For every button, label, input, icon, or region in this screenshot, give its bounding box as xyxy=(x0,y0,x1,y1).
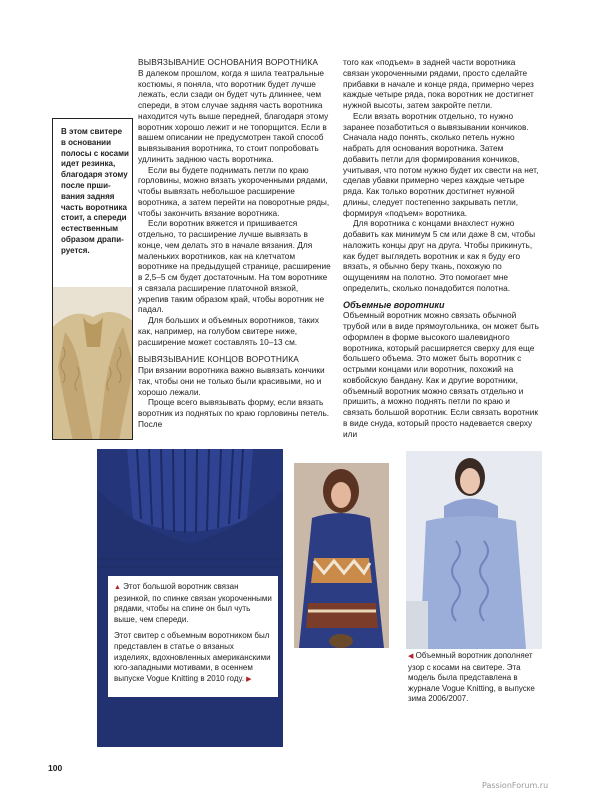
text-column-right xyxy=(343,57,541,439)
caption-text: Объемный воротник дополняет узор с косами на свитере. Эта модель была представлена в журнале Vogue Knitting, в выпуске зима 2006/2007. xyxy=(408,651,535,704)
blue-cable-sweater-photo xyxy=(406,451,542,649)
sidebar-caption: В этом свитере в основании полосы с косами идет резинка, благодаря этому после пршивания задняя часть воротника стоит, а спереди естественным образом драпируется. xyxy=(61,127,129,255)
sidebar-sweater-photo xyxy=(53,287,133,440)
watermark: PassionForum.ru xyxy=(482,781,549,790)
triangle-right-icon: ▶ xyxy=(246,675,252,683)
page-number: 100 xyxy=(48,763,63,773)
paragraph: При вязании воротника важно вывязать кончики так, чтобы они не только были красивыми, но и хорошо лежали. xyxy=(138,365,325,397)
paragraph: Если вы будете поднимать петли по краю горловины, можно вязать укороченными рядами, чтобы вывязать небольшое расширение воротника, а затем перейти на поворотные ряды, чтобы закончить вязание воротника. xyxy=(138,164,330,218)
paragraph: Для больших и объемных воротников, таких как, например, на голубом свитере ниже, расширение может составлять 10–13 см. xyxy=(138,315,319,347)
cardigan-model-photo xyxy=(294,463,389,648)
paragraph: В далеком прошлом, когда я шила театральные костюмы, я поняла, что воротник будет лучше лежать, если сзади он будет чуть длиннее, чем спереди, в этом случае задняя часть воротника находится чуть выше передней, благодаря этому воротник хорошо лежит и не топорщится. Если в вашем описании не предусмотрен такой способ вывязывания воротника, то стоит попробовать удлинить заднюю часть воротника. xyxy=(138,67,329,164)
section-heading-collar-ends: ВЫВЯЗЫВАНИЕ КОНЦОВ ВОРОТНИКА xyxy=(138,354,300,365)
caption-navy-sweater xyxy=(108,576,278,697)
triangle-left-icon: ◀ xyxy=(408,653,414,660)
text-column-left xyxy=(138,57,331,430)
paragraph: Объемный воротник можно связать обычной трубой или в виде прямоугольника, он может быть оформлен в форме высокого шалевидного воротника, который расширяется сверху для еще большего объема. Это может быть воротник с острыми концами или воротник, похожий на ковбойскую бандану. Как и другие воротники, объемный воротник можно связать отдельно и пришить, а можно поднять петли по краю и связать большой воротник. Если связать воротник в виде снуда, который просто надевается сверху или xyxy=(343,310,539,439)
section-heading-volume-collars: Объемные воротники xyxy=(343,299,445,310)
caption-text: Этот большой воротник связан резинкой, по спинке связан укороченными рядами, чтобы на спине он был чуть выше, чем спереди. xyxy=(114,582,272,624)
paragraph: того как «подъем» в задней части воротника связан укороченными рядами, просто сделайте прибавки в начале и конце ряда, примерно через каждые четыре ряда, пока воротник не достигнет нужной высоты, затем закройте петли. xyxy=(343,57,534,110)
triangle-up-icon: ▲ xyxy=(114,584,121,591)
paragraph: Если вязать воротник отдельно, то нужно заранее позаботиться о вывязывании кончиков. Сначала надо понять, сколько петель нужно набрать для основания воротника. Затем добавить петли для формирования кончиков, учитывая, что потом нужно будет их свести на нет, сделав убавки примерно через каждые четыре ряда. Как только воротник достигнет нужной длины, следует постепенно закрывать петли, формируя «подъем» воротника. xyxy=(343,110,539,218)
section-heading-collar-base: ВЫВЯЗЫВАНИЕ ОСНОВАНИЯ ВОРОТНИКА xyxy=(138,57,319,67)
caption-text: Этот свитер с объемным воротником был представлен в статье о вязаных изделиях, вдохновленных американскими юго-западными мотивами, в осеннем выпуске Vogue Knitting в 2010 году. xyxy=(114,631,271,683)
paragraph: Для воротника с концами внахлест нужно добавить как минимум 5 см или даже 8 см, чтобы наложить концы друг на друга. Чтобы прикинуть, как будет выглядеть воротник и как я буду его вязать, я обычно беру ткань, похожую по ощущениям на полотно. Это помогает мне определить, сколько понадобится полотна. xyxy=(343,218,536,293)
paragraph: Если воротник вяжется и пришивается отдельно, то расширение лучше вывязать в конце, чем делать это в начале вязания. Для маленьких воротников, как на клетчатом воротнике на предыдущей странице, расширение в 2,5–5 см будет достаточным. На том воротнике я связала расширение платочной вязкой, укрепив таким образом край, чтобы воротник не падал. xyxy=(138,218,331,315)
caption-blue-sweater xyxy=(408,651,540,705)
paragraph: Проще всего вывязывать форму, если вязать воротник из поднятых по краю горловины петель. После xyxy=(138,397,330,429)
sidebar-box xyxy=(52,118,133,440)
